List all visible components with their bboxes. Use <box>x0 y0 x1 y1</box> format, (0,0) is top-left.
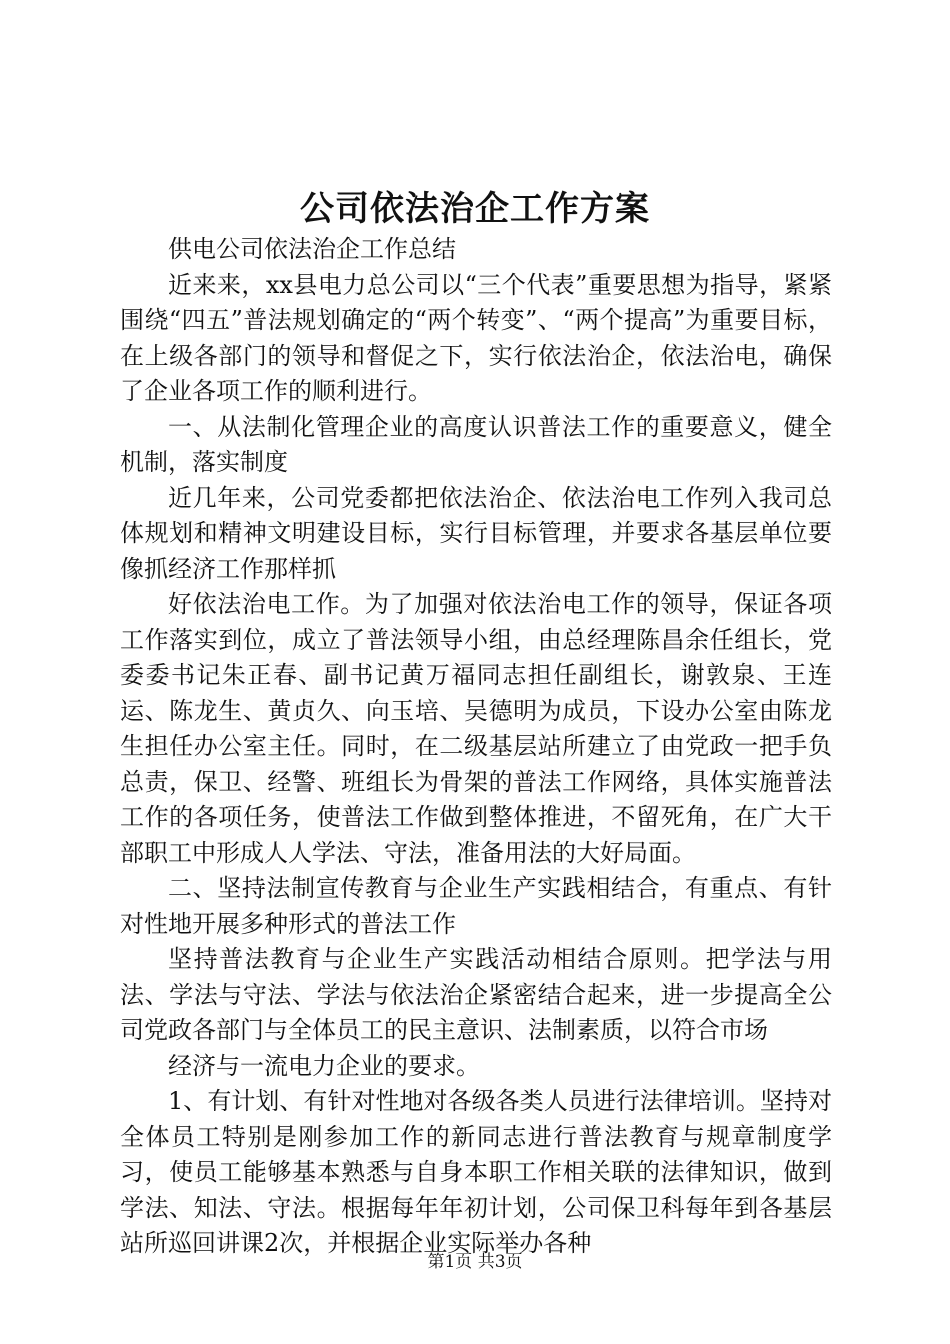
paragraph: 经济与一流电力企业的要求。 <box>168 1051 480 1080</box>
paragraph: 近几年来，公司党委都把依法治企、依法治电工作列入我司总体规划和精神文明建设目标，实行目标管理，并要求各基层单位要像抓经济工作那样抓 <box>120 483 832 583</box>
document-title: 公司依法治企工作方案 <box>300 189 650 229</box>
section-heading-2: 二、坚持法制宣传教育与企业生产实践相结合，有重点、有针对性地开展多种形式的普法工作 <box>120 874 832 938</box>
document-body <box>120 232 832 1262</box>
paragraph: 好依法治电工作。为了加强对依法治电工作的领导，保证各项工作落实到位，成立了普法领导小组，由总经理陈昌余任组长，党委委书记朱正春、副书记黄万福同志担任副组长，谢敦泉、王连运、陈龙生、黄贞久、向玉培、吴德明为成员，下设办公室由陈龙生担任办公室主任。同时，在二级基层站所建立了由党政一把手负总责，保卫、经警、班组长为骨架的普法工作网络，具体实施普法工作的各项任务，使普法工作做到整体推进，不留死角，在广大干部职工中形成人人学法、守法，准备用法的大好局面。 <box>120 590 832 867</box>
paragraph: 坚持普法教育与企业生产实践活动相结合原则。把学法与用法、学法与守法、学法与依法治企紧密结合起来，进一步提高全公司党政各部门与全体员工的民主意识、法制素质，以符合市场 <box>120 945 832 1044</box>
paragraph-intro: 近来来，xx县电力总公司以“三个代表”重要思想为指导，紧紧围绕“四五”普法规划确定的“两个转变”、“两个提高”为重要目标，在上级各部门的领导和督促之下，实行依法治企，依法治电，确保了企业各项工作的顺利进行。 <box>120 270 832 405</box>
paragraph: 1、有计划、有针对性地对各级各类人员进行法律培训。坚持对全体员工特别是刚参加工作的新同志进行普法教育与规章制度学习，使员工能够基本熟悉与自身本职工作相关联的法律知识，做到学法、知法、守法。根据每年年初计划，公司保卫科每年到各基层站所巡回讲课2次，并根据企业实际举办各种 <box>120 1087 832 1257</box>
page-footer: 第1页 共3页 <box>427 1252 523 1272</box>
section-heading-1: 一、从法制化管理企业的高度认识普法工作的重要意义，健全机制，落实制度 <box>120 412 832 476</box>
paragraph-subtitle: 供电公司依法治企工作总结 <box>168 235 456 263</box>
